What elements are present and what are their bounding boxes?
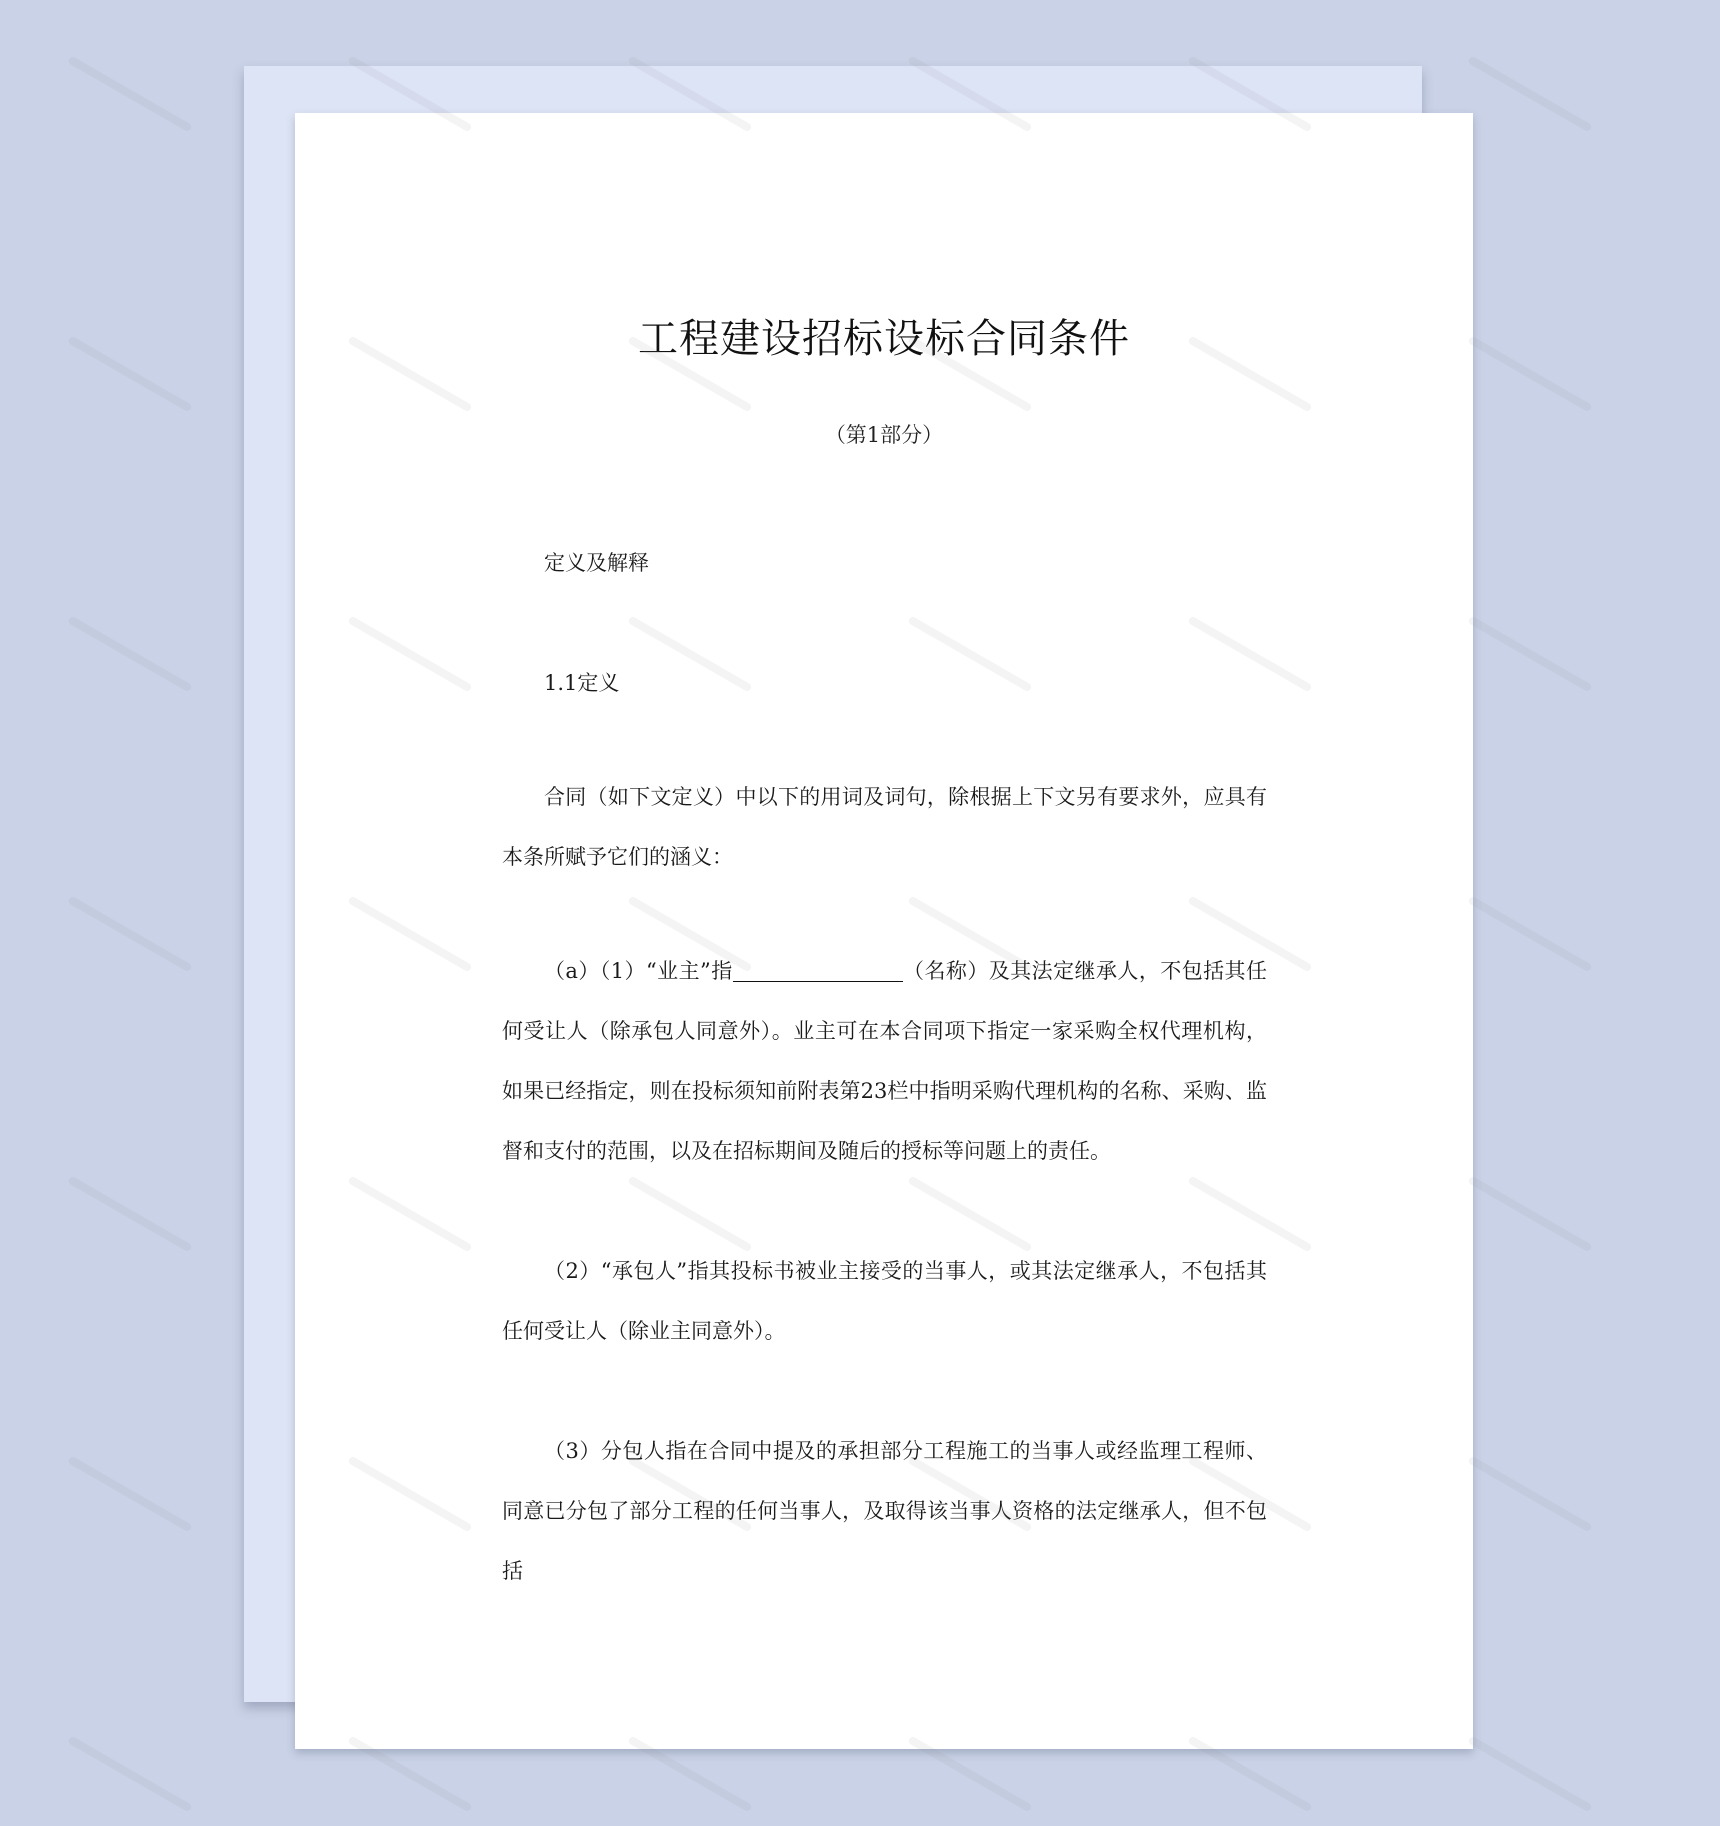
clause-a-text-end: （名称）及其法定继承人，不包括其任何受让人（除承包人同意外）。业主可在本合同项下指定一家采购全权代理机构，如果已经指定，则在投标须知前附表第23栏中指明采购代理机构的名称、采购、监督和支付的范围，以及在招标期间及随后的授标等问题上的责任。 (502, 959, 1267, 1163)
watermark-mark (1467, 1456, 1592, 1533)
document-subtitle: （第1部分） (824, 423, 944, 447)
watermark-mark (67, 1176, 192, 1253)
watermark-mark (1467, 616, 1592, 693)
watermark-mark (1467, 1176, 1592, 1253)
watermark-mark (67, 896, 192, 973)
paragraph-clause-2: （2）“承包人”指其投标书被业主接受的当事人，或其法定继承人，不包括其任何受让人（除业主同意外）。 (502, 1259, 1267, 1343)
watermark-mark (1467, 1736, 1592, 1813)
watermark-mark (67, 56, 192, 133)
paragraph-clause-a (502, 941, 1267, 1181)
document-title: 工程建设招标设标合同条件 (638, 316, 1130, 362)
section-heading: 定义及解释 (544, 551, 649, 575)
watermark-mark (1467, 336, 1592, 413)
paragraph-clause-3: （3）分包人指在合同中提及的承担部分工程施工的当事人或经监理工程师、同意已分包了部分工程的任何当事人，及取得该当事人资格的法定继承人，但不包括 (502, 1439, 1267, 1583)
paragraph-intro: 合同（如下文定义）中以下的用词及词句，除根据上下文另有要求外，应具有本条所赋予它们的涵义： (502, 785, 1267, 869)
watermark-mark (67, 336, 192, 413)
name-blank-line (733, 957, 903, 982)
document-page (295, 113, 1473, 1749)
watermark-mark (1467, 896, 1592, 973)
watermark-mark (67, 1736, 192, 1813)
watermark-mark (67, 1456, 192, 1533)
watermark-mark (1467, 56, 1592, 133)
watermark-mark (67, 616, 192, 693)
clause-a-text-start: （a）（1）“业主”指 (544, 959, 733, 983)
subsection-heading: 1.1定义 (544, 671, 620, 695)
